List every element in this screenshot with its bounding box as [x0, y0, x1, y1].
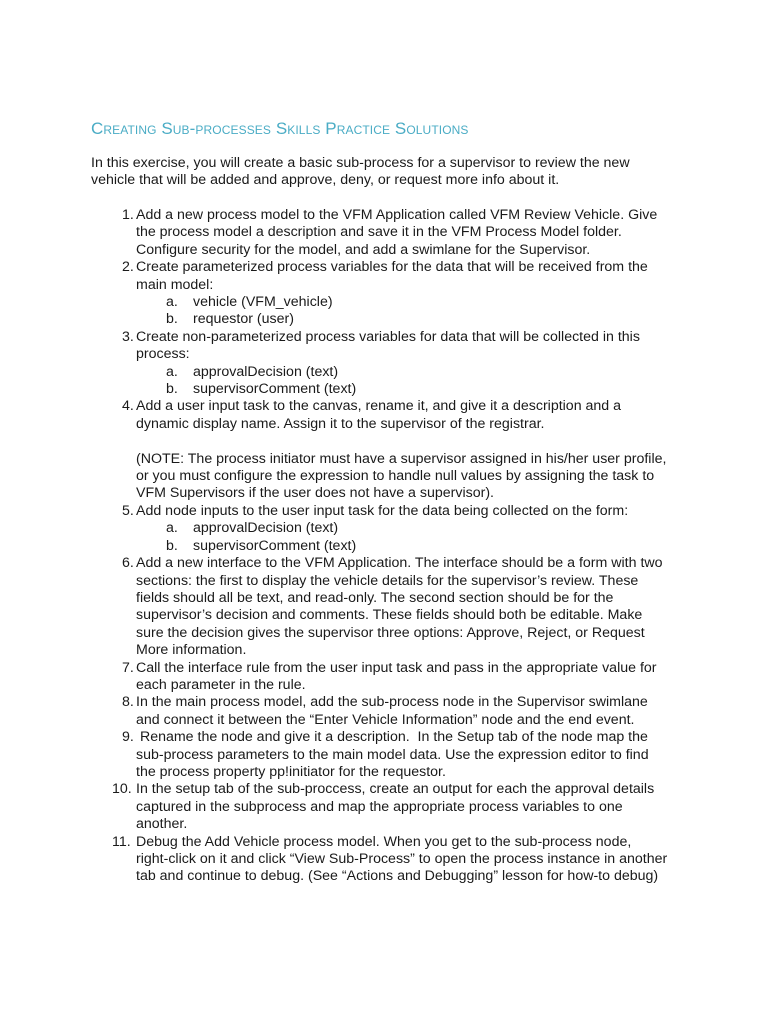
sub-list-text: approvalDecision (text) — [193, 520, 339, 537]
list-number — [91, 694, 136, 711]
list-item — [91, 503, 691, 555]
list-item-body — [136, 503, 691, 555]
intro-line: vehicle that will be added and approve, deny, or request more info about it. — [91, 172, 560, 189]
list-item-body — [136, 781, 691, 833]
list-item-line: Add node inputs to the user input task for the data being collected on the form: — [136, 502, 629, 519]
list-item-body — [136, 660, 691, 695]
list-item — [91, 329, 691, 399]
list-item-line: Rename the node and give it a description. In the Setup tab of the node map the — [136, 729, 648, 746]
list-number — [91, 207, 136, 224]
note-line: or you must configure the expression to handle null values by assigning the task to — [136, 468, 655, 485]
list-item-line: captured in the subprocess and map the appropriate process variables to one — [136, 798, 623, 815]
sub-list-letter: a. — [166, 363, 178, 380]
list-item-line: Call the interface rule from the user input task and pass in the appropriate value for — [136, 659, 657, 676]
list-item-body — [136, 729, 691, 781]
list-item-line: In the setup tab of the sub-proccess, create an output for each the approval details — [136, 781, 655, 798]
list-number — [91, 259, 136, 276]
list-number-label: 4. — [122, 398, 134, 415]
paragraph-gap — [136, 433, 691, 450]
list-item-line: sure the decision gives the supervisor three options: Approve, Reject, or Request — [136, 624, 645, 641]
list-number — [91, 503, 136, 520]
list-item-line: supervisor’s decision and comments. These fields should both be editable. Make — [136, 607, 643, 624]
list-number-label: 11. — [112, 833, 131, 850]
list-item — [91, 834, 691, 886]
sub-list-item — [136, 381, 691, 398]
list-item — [91, 660, 691, 695]
sub-list-text: requestor (user) — [193, 311, 294, 328]
sub-list-letter: b. — [166, 381, 178, 398]
list-number-label: 8. — [122, 694, 134, 711]
list-item-body — [136, 207, 691, 259]
list-number-label: 7. — [122, 659, 134, 676]
list-number — [91, 329, 136, 346]
list-number — [91, 729, 136, 746]
list-item-line: each parameter in the rule. — [136, 676, 306, 693]
list-number-label: 6. — [122, 555, 134, 572]
sub-list-letter: a. — [166, 520, 178, 537]
list-number — [91, 781, 136, 798]
sub-list-letter: b. — [166, 537, 178, 554]
list-item-line: Create parameterized process variables for the data that will be received from the — [136, 259, 648, 276]
sub-list-item — [136, 294, 691, 311]
list-item-body — [136, 694, 691, 729]
list-item-line: In the main process model, add the sub-process node in the Supervisor swimlane — [136, 694, 648, 711]
note-line: (NOTE: The process initiator must have a supervisor assigned in his/her user profile, — [136, 450, 667, 467]
list-item-line: another. — [136, 816, 188, 833]
list-item-body — [136, 398, 691, 502]
list-item-body — [136, 555, 691, 659]
list-number — [91, 660, 136, 677]
list-item-line: fields should all be text, and read-only. The second section should be for the — [136, 589, 614, 606]
list-item-line: sub-process parameters to the main model data. Use the expression editor to find — [136, 746, 649, 763]
sub-list-item — [136, 311, 691, 328]
list-number — [91, 398, 136, 415]
list-item-line: Add a new process model to the VFM Application called VFM Review Vehicle. Give — [136, 207, 658, 223]
list-item — [91, 781, 691, 833]
list-item-line: Add a user input task to the canvas, rename it, and give it a description and a — [136, 398, 622, 415]
list-item — [91, 259, 691, 329]
list-number — [91, 555, 136, 572]
sub-list-text: approvalDecision (text) — [193, 363, 339, 380]
sub-list-text: supervisorComment (text) — [193, 537, 357, 554]
list-item-body — [136, 329, 691, 399]
sub-list-text: vehicle (VFM_vehicle) — [193, 294, 333, 311]
list-item-line: the process model a description and save it in the VFM Process Model folder. — [136, 224, 622, 241]
page-title: Creating Sub-processes Skills Practice Solutions — [91, 119, 469, 138]
list-item-line: More information. — [136, 642, 247, 659]
list-number-label: 3. — [122, 328, 134, 345]
list-number-label: 2. — [122, 259, 134, 276]
list-item-line: tab and continue to debug. (See “Actions and Debugging” lesson for how-to debug) — [136, 868, 659, 885]
list-number-label: 5. — [122, 502, 134, 519]
list-item-body — [136, 259, 691, 329]
list-item-line: process: — [136, 346, 190, 363]
list-item-line: and connect it between the “Enter Vehicle Information” node and the end event. — [136, 711, 635, 728]
list-item-line: dynamic display name. Assign it to the supervisor of the registrar. — [136, 415, 545, 432]
sub-list-item — [136, 364, 691, 381]
list-item-line: sections: the first to display the vehicle details for the supervisor’s review. These — [136, 572, 639, 589]
list-item — [91, 207, 691, 259]
list-item-line: Create non-parameterized process variables for data that will be collected in this — [136, 328, 640, 345]
list-item-line: the process property pp!initiator for the requestor. — [136, 763, 446, 780]
list-item-line: main model: — [136, 276, 214, 293]
list-item-body — [136, 834, 691, 886]
note-line: VFM Supervisors if the user does not have a supervisor). — [136, 485, 494, 502]
list-item — [91, 694, 691, 729]
list-number — [91, 834, 136, 851]
list-number-label: 9. — [122, 729, 134, 746]
steps-list — [91, 207, 691, 886]
list-number-label: 10. — [112, 781, 132, 798]
list-item-line: Configure security for the model, and add a swimlane for the Supervisor. — [136, 241, 591, 258]
list-item — [91, 729, 691, 781]
list-item — [91, 398, 691, 502]
intro-line: In this exercise, you will create a basic sub-process for a supervisor to review the new — [91, 155, 630, 171]
sub-list-text: supervisorComment (text) — [193, 381, 357, 398]
sub-list-item — [136, 520, 691, 537]
sub-list-letter: a. — [166, 294, 178, 311]
list-item-line: Add a new interface to the VFM Application. The interface should be a form with two — [136, 555, 663, 572]
intro-paragraph — [91, 155, 691, 190]
list-item-line: Debug the Add Vehicle process model. When you get to the sub-process node, — [136, 833, 632, 850]
sub-list-item — [136, 538, 691, 555]
list-item-line: right-click on it and click “View Sub-Process” to open the process instance in another — [136, 851, 668, 868]
sub-list-letter: b. — [166, 311, 178, 328]
list-number-label: 1. — [122, 207, 134, 223]
list-item — [91, 555, 691, 659]
